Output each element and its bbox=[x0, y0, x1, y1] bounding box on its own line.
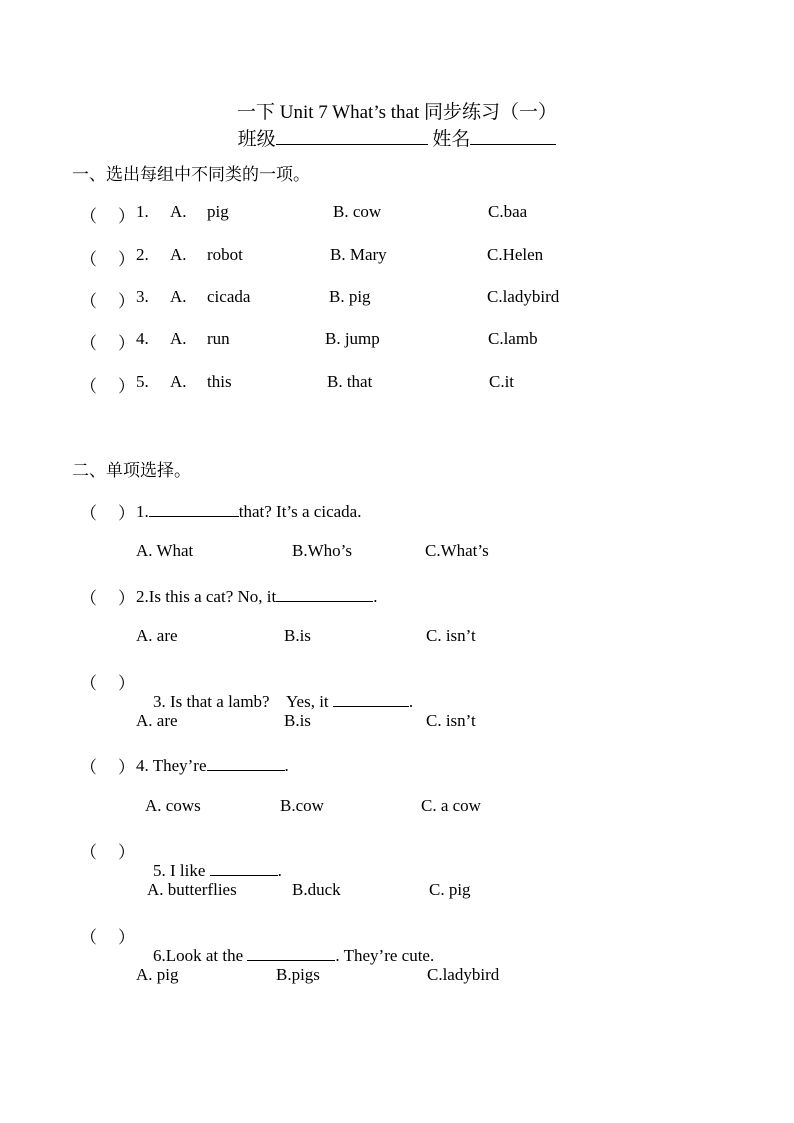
option-a: robot bbox=[207, 245, 243, 264]
option-b: B.Who’s bbox=[292, 541, 352, 560]
option-b: B.cow bbox=[280, 796, 324, 815]
option-c: C. a cow bbox=[421, 796, 481, 815]
answer-paren-close: ） bbox=[118, 589, 135, 608]
answer-paren-open[interactable]: （ bbox=[80, 928, 97, 947]
question-suffix: . bbox=[277, 861, 282, 880]
answer-paren-open[interactable]: （ bbox=[80, 589, 97, 608]
option-a: A. are bbox=[136, 626, 178, 645]
question-text bbox=[136, 584, 377, 607]
option-a: this bbox=[207, 372, 232, 391]
class-blank[interactable] bbox=[276, 125, 428, 145]
option-b: B.duck bbox=[292, 880, 341, 899]
question-suffix: that? It’s a cicada. bbox=[238, 502, 362, 521]
option-b: B. that bbox=[327, 372, 373, 391]
answer-paren-close: ） bbox=[118, 377, 135, 396]
question-suffix: . They’re cute. bbox=[335, 946, 435, 965]
question-prefix: 1. bbox=[136, 502, 149, 521]
class-label: 班级 bbox=[237, 129, 276, 150]
option-c: C.baa bbox=[488, 202, 528, 221]
option-c: C.lamb bbox=[488, 329, 538, 348]
option-c: C.Helen bbox=[487, 245, 544, 264]
option-b: B.is bbox=[284, 626, 311, 645]
question-suffix: . bbox=[373, 587, 378, 606]
fill-in-blank[interactable] bbox=[247, 943, 335, 961]
question-prefix: 6.Look at the bbox=[153, 946, 248, 965]
worksheet-title: 一下 Unit 7 What’s that 同步练习（一） bbox=[237, 102, 557, 123]
option-c: C. isn’t bbox=[426, 711, 476, 730]
question-number: 1. bbox=[136, 202, 149, 221]
question-text bbox=[136, 753, 289, 776]
option-a: A. butterflies bbox=[147, 880, 237, 899]
answer-paren-open[interactable]: （ bbox=[80, 292, 97, 311]
option-a: run bbox=[207, 329, 230, 348]
option-a: A. are bbox=[136, 711, 178, 730]
answer-paren-close: ） bbox=[118, 504, 135, 523]
fill-in-blank[interactable] bbox=[333, 689, 409, 707]
option-c: C.What’s bbox=[425, 541, 489, 560]
answer-paren-close: ） bbox=[118, 334, 135, 353]
option-b: B.is bbox=[284, 711, 311, 730]
answer-paren-close: ） bbox=[118, 758, 135, 777]
option-a-letter: A. bbox=[170, 372, 187, 391]
question-number: 3. bbox=[136, 287, 149, 306]
question-number: 2. bbox=[136, 245, 149, 264]
question-text bbox=[136, 499, 361, 522]
option-a: cicada bbox=[207, 287, 251, 306]
question-prefix: 4. They’re bbox=[136, 756, 207, 775]
answer-paren-open[interactable]: （ bbox=[80, 250, 97, 269]
name-blank[interactable] bbox=[470, 125, 556, 145]
answer-paren-open[interactable]: （ bbox=[80, 207, 97, 226]
question-number: 5. bbox=[136, 372, 149, 391]
question-text bbox=[136, 669, 413, 732]
option-a: A. What bbox=[136, 541, 194, 560]
option-c: C. isn’t bbox=[426, 626, 476, 645]
option-b: B. cow bbox=[333, 202, 382, 221]
answer-paren-open[interactable]: （ bbox=[80, 377, 97, 396]
option-c: C. pig bbox=[429, 880, 471, 899]
fill-in-blank[interactable] bbox=[210, 858, 278, 876]
section2-title: 二、单项选择。 bbox=[72, 461, 191, 480]
answer-paren-close: ） bbox=[118, 674, 135, 693]
option-c: C.ladybird bbox=[487, 287, 560, 306]
answer-paren-open[interactable]: （ bbox=[80, 504, 97, 523]
question-prefix: 5. I like bbox=[153, 861, 210, 880]
option-c: C.ladybird bbox=[427, 965, 500, 984]
option-a-letter: A. bbox=[170, 287, 187, 306]
question-suffix: . bbox=[408, 692, 414, 711]
answer-paren-open[interactable]: （ bbox=[80, 674, 97, 693]
option-a: pig bbox=[207, 202, 229, 221]
option-a-letter: A. bbox=[170, 202, 187, 221]
answer-paren-close: ） bbox=[118, 250, 135, 269]
section1-title: 一、选出每组中不同类的一项。 bbox=[72, 165, 310, 184]
answer-paren-open[interactable]: （ bbox=[80, 334, 97, 353]
option-b: B. pig bbox=[329, 287, 371, 306]
fill-in-blank[interactable] bbox=[149, 499, 239, 517]
option-b: B. jump bbox=[325, 329, 380, 348]
fill-in-blank[interactable] bbox=[207, 753, 285, 771]
answer-paren-open[interactable]: （ bbox=[80, 843, 97, 862]
question-prefix: 2.Is this a cat? No, it bbox=[136, 587, 277, 606]
name-label: 姓名 bbox=[432, 129, 471, 150]
option-b: B. Mary bbox=[330, 245, 387, 264]
answer-paren-close: ） bbox=[118, 292, 135, 311]
fill-in-blank[interactable] bbox=[276, 584, 373, 602]
question-suffix: . bbox=[284, 756, 289, 775]
question-prefix: 3. Is that a lamb? Yes, it bbox=[153, 692, 333, 711]
answer-paren-close: ） bbox=[118, 843, 135, 862]
option-a: A. pig bbox=[136, 965, 179, 984]
answer-paren-close: ） bbox=[118, 207, 135, 226]
option-c: C.it bbox=[489, 372, 515, 391]
option-a-letter: A. bbox=[170, 245, 187, 264]
student-info-line bbox=[0, 124, 794, 151]
option-b: B.pigs bbox=[276, 965, 320, 984]
answer-paren-close: ） bbox=[118, 928, 135, 947]
question-number: 4. bbox=[136, 329, 149, 348]
answer-paren-open[interactable]: （ bbox=[80, 758, 97, 777]
option-a: A. cows bbox=[145, 796, 201, 815]
option-a-letter: A. bbox=[170, 329, 187, 348]
